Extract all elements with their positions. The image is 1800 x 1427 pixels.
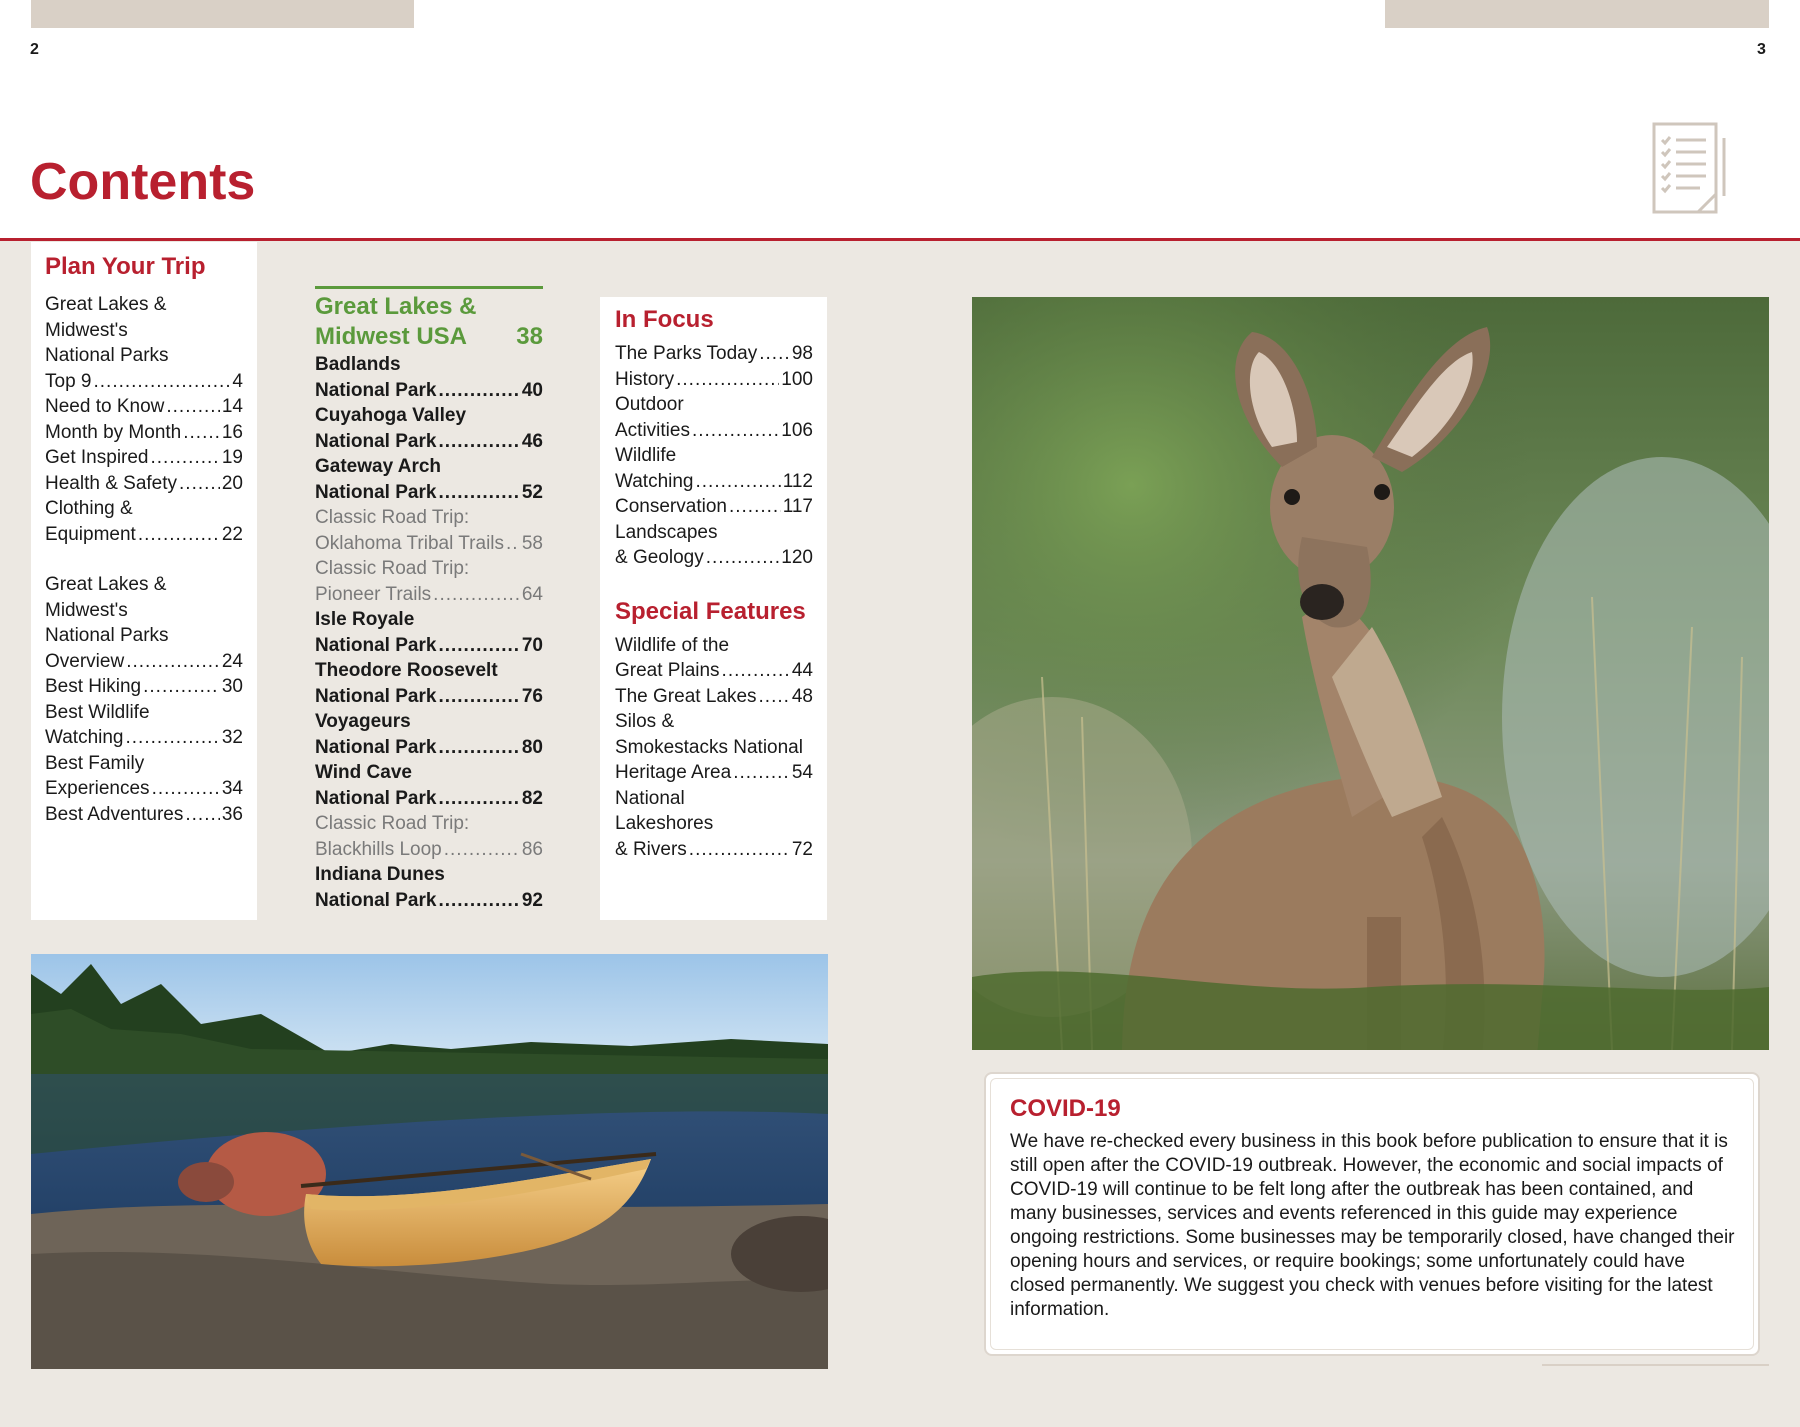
toc-page-number: 14 xyxy=(221,396,243,417)
toc-entry-title: Equipment xyxy=(45,523,136,545)
dot-leader xyxy=(759,341,790,367)
toc-page-number: 98 xyxy=(791,343,813,364)
page-number-left: 2 xyxy=(30,41,39,58)
toc-entry-title: Month by Month xyxy=(45,421,182,443)
toc-page-number: 40 xyxy=(521,379,543,401)
toc-entry-title: Experiences xyxy=(45,778,150,799)
toc-page-number: 76 xyxy=(521,685,543,707)
dot-leader xyxy=(676,367,779,393)
toc-entry-line: National Parks xyxy=(45,625,169,646)
dot-leader xyxy=(696,469,781,495)
dot-leader xyxy=(166,394,220,420)
toc-entry[interactable] xyxy=(615,367,813,393)
dot-leader xyxy=(689,837,790,863)
toc-entry-title: Health & Safety xyxy=(45,472,178,494)
toc-entry-line: Landscapes xyxy=(615,521,718,543)
dot-leader xyxy=(733,760,790,786)
plan-your-trip-heading: Plan Your Trip xyxy=(45,253,206,280)
toc-entry-title: The Great Lakes xyxy=(615,685,757,707)
regional-heading: Midwest USA xyxy=(315,323,468,350)
toc-entry[interactable] xyxy=(315,811,543,862)
page-number-right: 3 xyxy=(1757,41,1766,58)
toc-entry[interactable] xyxy=(615,684,813,710)
toc-entry[interactable] xyxy=(615,709,813,786)
dot-leader xyxy=(152,776,220,802)
dot-leader xyxy=(438,888,519,914)
toc-entry-title: National Park xyxy=(315,787,437,809)
toc-page-number: 70 xyxy=(521,634,543,656)
toc-entry-title: & Geology xyxy=(615,547,704,568)
toc-page-number: 100 xyxy=(781,368,813,390)
toc-page-number: 44 xyxy=(791,660,813,681)
toc-entry[interactable] xyxy=(615,341,813,367)
dot-leader xyxy=(438,735,519,761)
toc-page-number: 34 xyxy=(221,778,243,799)
toc-page-number: 46 xyxy=(521,430,543,452)
toc-entry-title: National Park xyxy=(315,430,437,452)
bottom-rule xyxy=(1542,1364,1769,1366)
plan-group-2 xyxy=(45,572,243,827)
toc-entry-title: Pioneer Trails xyxy=(315,583,432,605)
toc-entry[interactable] xyxy=(315,709,543,760)
regional-heading-rule xyxy=(315,286,543,289)
toc-entry-title: National Park xyxy=(315,736,437,758)
in-focus-heading: In Focus xyxy=(615,306,714,333)
toc-entry-line: Outdoor xyxy=(615,394,684,415)
toc-entry-line: Great Lakes & xyxy=(45,574,167,595)
toc-entry-line: Indiana Dunes xyxy=(315,864,445,885)
dot-leader xyxy=(506,531,520,557)
dot-leader xyxy=(433,582,520,608)
regional-heading-line1: Great Lakes & xyxy=(315,293,477,320)
toc-entry-line: Midwest's xyxy=(45,599,128,621)
toc-entry-line: Theodore Roosevelt xyxy=(315,660,498,681)
toc-page-number: 112 xyxy=(782,470,813,492)
toc-entry[interactable] xyxy=(45,700,243,751)
toc-entry-line: Silos & xyxy=(615,711,675,732)
toc-entry-line: Badlands xyxy=(315,354,401,375)
toc-page-number: 120 xyxy=(781,547,813,568)
toc-entry-line: Clothing & xyxy=(45,498,133,519)
toc-entry-title: Get Inspired xyxy=(45,447,149,468)
toc-entry-title: National Park xyxy=(315,379,437,401)
toc-entry-title: Great Plains xyxy=(615,660,720,681)
dot-leader xyxy=(759,684,790,710)
toc-entry[interactable] xyxy=(45,572,243,674)
toc-entry[interactable] xyxy=(315,352,543,403)
toc-entry[interactable] xyxy=(45,674,243,700)
dot-leader xyxy=(143,674,220,700)
toc-page-number: 22 xyxy=(221,523,243,545)
toc-page-number: 80 xyxy=(521,736,543,758)
toc-entry[interactable] xyxy=(45,802,243,828)
canoe-lake-photo xyxy=(31,954,828,1369)
toc-entry[interactable] xyxy=(315,607,543,658)
in-focus-column xyxy=(615,305,813,862)
toc-entry[interactable] xyxy=(315,760,543,811)
regional-column xyxy=(315,292,543,913)
dot-leader xyxy=(138,522,220,548)
toc-entry[interactable] xyxy=(45,394,243,420)
regional-heading-line2 xyxy=(315,322,543,352)
toc-page-number: 64 xyxy=(521,583,543,605)
toc-entry-title: The Parks Today xyxy=(615,343,758,364)
toc-entry[interactable] xyxy=(45,445,243,471)
toc-entry-title: Oklahoma Tribal Trails xyxy=(315,532,505,554)
toc-entry-title: National Park xyxy=(315,634,437,656)
toc-entry[interactable] xyxy=(615,786,813,863)
toc-entry-title: History xyxy=(615,368,675,390)
toc-entry-line: Best Wildlife xyxy=(45,701,150,723)
toc-entry[interactable] xyxy=(315,454,543,505)
toc-entry-line: Great Lakes & xyxy=(45,294,167,315)
toc-entry[interactable] xyxy=(315,403,543,454)
toc-entry[interactable] xyxy=(45,420,243,446)
header-rule xyxy=(0,238,1800,241)
toc-entry[interactable] xyxy=(615,392,813,443)
toc-entry[interactable] xyxy=(45,751,243,802)
dot-leader xyxy=(179,471,220,497)
toc-page-number: 16 xyxy=(221,421,243,443)
toc-entry-title: & Rivers xyxy=(615,838,687,860)
toc-entry[interactable] xyxy=(315,556,543,607)
dot-leader xyxy=(151,445,220,471)
toc-entry-title: Activities xyxy=(615,419,690,441)
toc-page-number: 32 xyxy=(221,727,243,748)
toc-entry-line: Smokestacks National xyxy=(615,736,803,758)
toc-entry-line: Midwest's xyxy=(45,319,128,341)
plan-group-1 xyxy=(45,292,243,547)
toc-page-number: 82 xyxy=(521,787,543,809)
toc-entry-line: Wind Cave xyxy=(315,762,412,783)
toc-entry[interactable] xyxy=(615,494,813,520)
toc-page-number: 54 xyxy=(791,762,813,783)
toc-entry[interactable] xyxy=(45,471,243,497)
dot-leader xyxy=(692,418,779,444)
dot-leader xyxy=(185,802,219,828)
toc-page-number: 72 xyxy=(791,838,813,860)
dot-leader xyxy=(438,378,519,404)
dot-leader xyxy=(438,786,519,812)
page-title: Contents xyxy=(30,153,256,211)
toc-entry-title: Need to Know xyxy=(45,396,165,417)
dot-leader xyxy=(126,725,220,751)
toc-page-number: 48 xyxy=(791,685,813,707)
toc-entry[interactable] xyxy=(45,292,243,394)
toc-entry-title: National Park xyxy=(315,889,437,911)
toc-page-number: 36 xyxy=(221,803,243,825)
regional-heading-page: 38 xyxy=(516,323,543,350)
toc-entry-title: Best Hiking xyxy=(45,676,142,697)
toc-page-number: 92 xyxy=(521,889,543,911)
dot-leader xyxy=(183,420,220,446)
right-page-tab xyxy=(1385,0,1769,28)
toc-entry-title: Heritage Area xyxy=(615,762,732,783)
toc-entry-title: Conservation xyxy=(615,496,727,517)
special-features-heading: Special Features xyxy=(615,597,806,625)
toc-page-number: 30 xyxy=(221,676,243,697)
dot-leader xyxy=(438,633,519,659)
toc-entry-line: Classic Road Trip: xyxy=(315,813,470,834)
toc-entry[interactable] xyxy=(615,633,813,684)
dot-leader xyxy=(126,649,220,675)
toc-entry-title: National Park xyxy=(315,481,437,503)
special-features-entries xyxy=(615,633,813,863)
toc-entry[interactable] xyxy=(315,862,543,913)
toc-entry-line: Gateway Arch xyxy=(315,456,442,477)
checklist-document-icon xyxy=(1650,120,1732,216)
toc-entry-line: National xyxy=(615,787,685,809)
dot-leader xyxy=(438,429,519,455)
toc-entry[interactable] xyxy=(315,505,543,556)
left-page-tab xyxy=(31,0,414,28)
dot-leader xyxy=(444,837,520,863)
in-focus-entries xyxy=(615,341,813,571)
dot-leader xyxy=(438,480,519,506)
toc-entry[interactable] xyxy=(315,658,543,709)
toc-page-number: 20 xyxy=(221,472,243,494)
toc-page-number: 117 xyxy=(782,496,813,517)
toc-page-number: 24 xyxy=(221,650,243,672)
covid-body: We have re-checked every business in this book before publication to ensure that it is still open after the COVID-19 outbreak. However, the economic and social impacts of COVID-19 will continue to be felt long after the outbreak has been contained, and many businesses, services and events referenced in this guide may experience ongoing restrictions. Some businesses may be temporarily closed, have changed their opening hours and services, or require bookings; some unfortunately could have closed permanently. We suggest you check with venues before visiting for the latest information. xyxy=(1010,1131,1735,1320)
toc-page-number: 19 xyxy=(221,447,243,468)
toc-page-number: 58 xyxy=(521,532,543,554)
toc-entry-line: Voyageurs xyxy=(315,711,411,732)
toc-entry-line: Cuyahoga Valley xyxy=(315,405,467,426)
toc-entry[interactable] xyxy=(45,496,243,547)
covid-heading: COVID-19 xyxy=(1010,1095,1121,1122)
toc-entry-line: Classic Road Trip: xyxy=(315,558,470,579)
dot-leader xyxy=(706,545,780,571)
toc-page-number: 106 xyxy=(781,419,813,441)
dot-leader xyxy=(729,494,781,520)
dot-leader xyxy=(438,684,519,710)
toc-entry-line: National Parks xyxy=(45,345,169,366)
toc-entry-title: Watching xyxy=(615,470,694,492)
dot-leader xyxy=(722,658,790,684)
toc-page-number: 4 xyxy=(232,370,243,392)
toc-entry-title: National Park xyxy=(315,685,437,707)
toc-page-number: 86 xyxy=(521,838,543,860)
toc-entry-line: Isle Royale xyxy=(315,609,415,630)
toc-entry-title: Blackhills Loop xyxy=(315,838,442,860)
plan-your-trip-column xyxy=(45,252,243,827)
toc-entry-title: Overview xyxy=(45,650,125,672)
toc-entry-title: Watching xyxy=(45,727,124,748)
toc-entry-line: Wildlife xyxy=(615,445,677,466)
toc-entry-title: Top 9 xyxy=(45,370,92,392)
toc-entry-line: Wildlife of the xyxy=(615,634,730,656)
toc-entry-title: Best Adventures xyxy=(45,803,184,825)
toc-entry-line: Lakeshores xyxy=(615,813,714,834)
toc-entry[interactable] xyxy=(615,520,813,571)
toc-entry-line: Best Family xyxy=(45,752,145,774)
toc-page-number: 52 xyxy=(521,481,543,503)
deer-photo xyxy=(972,297,1769,1050)
toc-entry-line: Classic Road Trip: xyxy=(315,507,470,528)
toc-entry[interactable] xyxy=(615,443,813,494)
regional-entries xyxy=(315,352,543,913)
dot-leader xyxy=(93,369,230,395)
